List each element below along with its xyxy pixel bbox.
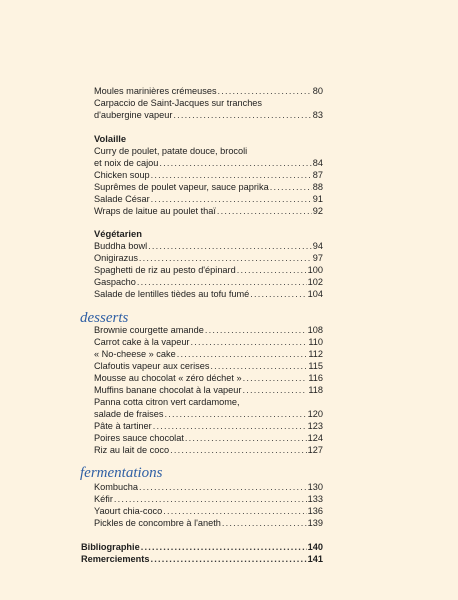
toc-entry[interactable]	[94, 432, 323, 444]
toc-entry[interactable]	[94, 336, 323, 348]
entry-page-number: 127	[307, 445, 323, 455]
toc-entry[interactable]	[94, 360, 323, 372]
entry-page-number: 141	[307, 554, 323, 564]
toc-entry[interactable]	[94, 324, 323, 336]
entry-title-line: Carpaccio de Saint-Jacques sur tranches	[94, 98, 263, 108]
entry-title: « No-cheese » cake	[94, 349, 176, 359]
entry-page-number: 112	[308, 349, 323, 359]
entry-title: Wraps de laitue au poulet thaï	[94, 206, 216, 216]
toc-entry[interactable]	[94, 481, 323, 493]
dot-leader	[114, 493, 307, 505]
toc-entry[interactable]	[94, 444, 323, 456]
toc-entry[interactable]	[94, 157, 323, 169]
toc-entry[interactable]	[94, 288, 323, 300]
entry-title-line: Curry de poulet, patate douce, brocoli	[94, 146, 248, 156]
toc-entry[interactable]	[94, 420, 323, 432]
dot-leader	[170, 444, 307, 456]
toc-entry[interactable]	[94, 493, 323, 505]
dot-leader	[139, 481, 307, 493]
toc-entry[interactable]	[94, 348, 323, 360]
entry-page-number: 120	[307, 409, 323, 419]
toc-entry[interactable]	[94, 372, 323, 384]
entry-page-number: 87	[312, 170, 323, 180]
entry-page-number: 124	[307, 433, 323, 443]
entry-page-number: 100	[307, 265, 323, 275]
entry-page-number: 83	[312, 110, 323, 120]
toc-entry[interactable]	[94, 517, 323, 529]
entry-title: Riz au lait de coco	[94, 445, 170, 455]
toc-entry[interactable]	[94, 193, 323, 205]
entry-title: Brownie courgette amande	[94, 325, 204, 335]
dot-leader	[141, 541, 307, 553]
entry-title: Kéfir	[94, 494, 113, 504]
dot-leader	[243, 372, 308, 384]
subsection-heading-volaille: Volaille	[94, 133, 127, 144]
dot-leader	[222, 517, 307, 529]
entry-page-number: 139	[307, 518, 323, 528]
dot-leader	[250, 288, 306, 300]
dot-leader	[237, 264, 307, 276]
dot-leader	[191, 336, 308, 348]
section-heading-fermentations: fermentations	[80, 465, 163, 481]
entry-title: Buddha bowl	[94, 241, 148, 251]
entry-page-number: 80	[312, 86, 323, 96]
toc-entry[interactable]	[94, 85, 323, 97]
entry-title: Salade de lentilles tièdes au tofu fumé	[94, 289, 250, 299]
entry-page-number: 130	[307, 482, 323, 492]
toc-entry[interactable]	[94, 240, 323, 252]
dot-leader	[205, 324, 307, 336]
dot-leader	[185, 432, 307, 444]
entry-page-number: 91	[312, 194, 323, 204]
entry-title: d'aubergine vapeur	[94, 110, 173, 120]
toc-entry[interactable]	[94, 169, 323, 181]
entry-title: Remerciements	[81, 554, 150, 564]
toc-entry[interactable]	[94, 181, 323, 193]
dot-leader	[164, 408, 306, 420]
entry-title: Bibliographie	[81, 542, 140, 552]
dot-leader	[150, 553, 306, 565]
entry-title: salade de fraises	[94, 409, 164, 419]
toc-entry-remerciements[interactable]	[81, 553, 323, 565]
entry-page-number: 94	[312, 241, 323, 251]
subsection-heading-vegetarien: Végétarien	[94, 228, 142, 239]
entry-title: Chicken soup	[94, 170, 150, 180]
dot-leader	[159, 157, 311, 169]
entry-page-number: 84	[312, 158, 323, 168]
dot-leader	[173, 109, 311, 121]
toc-entry[interactable]	[94, 505, 323, 517]
entry-title: Salade César	[94, 194, 150, 204]
entry-title: Poires sauce chocolat	[94, 433, 184, 443]
entry-title: Pickles de concombre à l'aneth	[94, 518, 221, 528]
entry-page-number: 118	[308, 385, 323, 395]
dot-leader	[218, 85, 312, 97]
entry-page-number: 136	[307, 506, 323, 516]
entry-title: Moules marinières crémeuses	[94, 86, 217, 96]
entry-title-line: Panna cotta citron vert cardamome,	[94, 397, 240, 407]
dot-leader	[151, 169, 312, 181]
entry-title: Pâte à tartiner	[94, 421, 152, 431]
toc-entry[interactable]	[94, 408, 323, 420]
entry-page-number: 102	[307, 277, 323, 287]
entry-page-number: 116	[308, 373, 323, 383]
dot-leader	[163, 505, 306, 517]
entry-title: Muffins banane chocolat à la vapeur	[94, 385, 242, 395]
dot-leader	[151, 193, 312, 205]
entry-title: Suprêmes de poulet vapeur, sauce paprika	[94, 182, 269, 192]
entry-title: Kombucha	[94, 482, 138, 492]
toc-entry[interactable]	[94, 276, 323, 288]
entry-page-number: 140	[307, 542, 323, 552]
dot-leader	[217, 205, 312, 217]
toc-entry[interactable]	[94, 205, 323, 217]
toc-entry[interactable]	[94, 109, 323, 121]
toc-entry-bibliographie[interactable]	[81, 541, 323, 553]
entry-page-number: 97	[312, 253, 323, 263]
entry-title: Onigirazus	[94, 253, 138, 263]
dot-leader	[139, 252, 312, 264]
section-heading-desserts: desserts	[80, 310, 129, 326]
dot-leader	[137, 276, 307, 288]
dot-leader	[148, 240, 312, 252]
toc-entry[interactable]	[94, 384, 323, 396]
dot-leader	[177, 348, 308, 360]
dot-leader	[242, 384, 307, 396]
toc-entry[interactable]	[94, 252, 323, 264]
dot-leader	[153, 420, 307, 432]
dot-leader	[270, 181, 312, 193]
entry-title: et noix de cajou	[94, 158, 159, 168]
entry-title: Spaghetti de riz au pesto d'épinard	[94, 265, 236, 275]
entry-page-number: 115	[308, 361, 323, 371]
entry-page-number: 92	[312, 206, 323, 216]
dot-leader	[210, 360, 307, 372]
entry-title: Gaspacho	[94, 277, 136, 287]
entry-page-number: 88	[312, 182, 323, 192]
entry-title: Carrot cake à la vapeur	[94, 337, 190, 347]
entry-title: Yaourt chia-coco	[94, 506, 163, 516]
entry-title: Mousse au chocolat « zéro déchet »	[94, 373, 242, 383]
entry-page-number: 108	[307, 325, 323, 335]
entry-page-number: 110	[308, 337, 323, 347]
entry-page-number: 133	[307, 494, 323, 504]
entry-page-number: 104	[307, 289, 323, 299]
toc-entry[interactable]	[94, 264, 323, 276]
entry-page-number: 123	[307, 421, 323, 431]
entry-title: Clafoutis vapeur aux cerises	[94, 361, 210, 371]
